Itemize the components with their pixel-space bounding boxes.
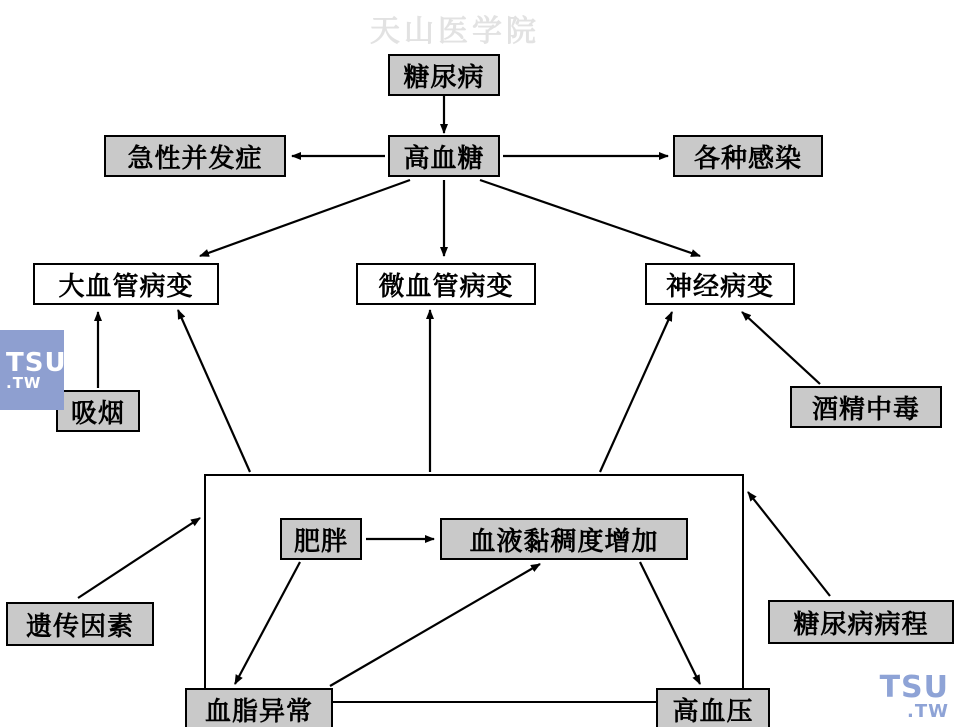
node-viscosity: 血液黏稠度增加 [440, 518, 688, 560]
node-acute: 急性并发症 [104, 135, 286, 177]
node-micro: 微血管病变 [356, 263, 536, 305]
edge-duration-to-risk-cluster [748, 492, 830, 596]
node-diabetes: 糖尿病 [388, 54, 500, 96]
node-alcohol: 酒精中毒 [790, 386, 942, 428]
watermark-title: 天山医学院 [370, 14, 540, 49]
edge-risk-cluster-to-macro [178, 310, 250, 472]
watermark-badge-line2: .TW [6, 373, 42, 392]
node-smoking: 吸烟 [56, 390, 140, 432]
edge-genetic-to-risk-cluster [78, 518, 200, 598]
watermark-corner-line2: .TW [907, 701, 949, 722]
watermark-badge-line1: TSU [6, 347, 67, 378]
node-obesity: 肥胖 [280, 518, 362, 560]
node-neuro: 神经病变 [645, 263, 795, 305]
watermark-badge-left [0, 330, 67, 410]
risk-cluster-box [204, 474, 744, 703]
node-macro: 大血管病变 [33, 263, 219, 305]
watermark-corner [879, 670, 949, 722]
node-duration: 糖尿病病程 [768, 600, 954, 644]
node-hypertension: 高血压 [656, 688, 770, 727]
node-hyperglycemia: 高血糖 [388, 135, 500, 177]
edge-hyperglycemia-to-neuro [480, 180, 700, 256]
node-infection: 各种感染 [673, 135, 823, 177]
edge-alcohol-to-neuro [742, 312, 820, 384]
edge-hyperglycemia-to-macro [200, 180, 410, 256]
edge-risk-cluster-to-neuro [600, 312, 672, 472]
node-lipids: 血脂异常 [185, 688, 333, 727]
node-genetic: 遗传因素 [6, 602, 154, 646]
watermark-corner-line1: TSU [879, 670, 949, 705]
